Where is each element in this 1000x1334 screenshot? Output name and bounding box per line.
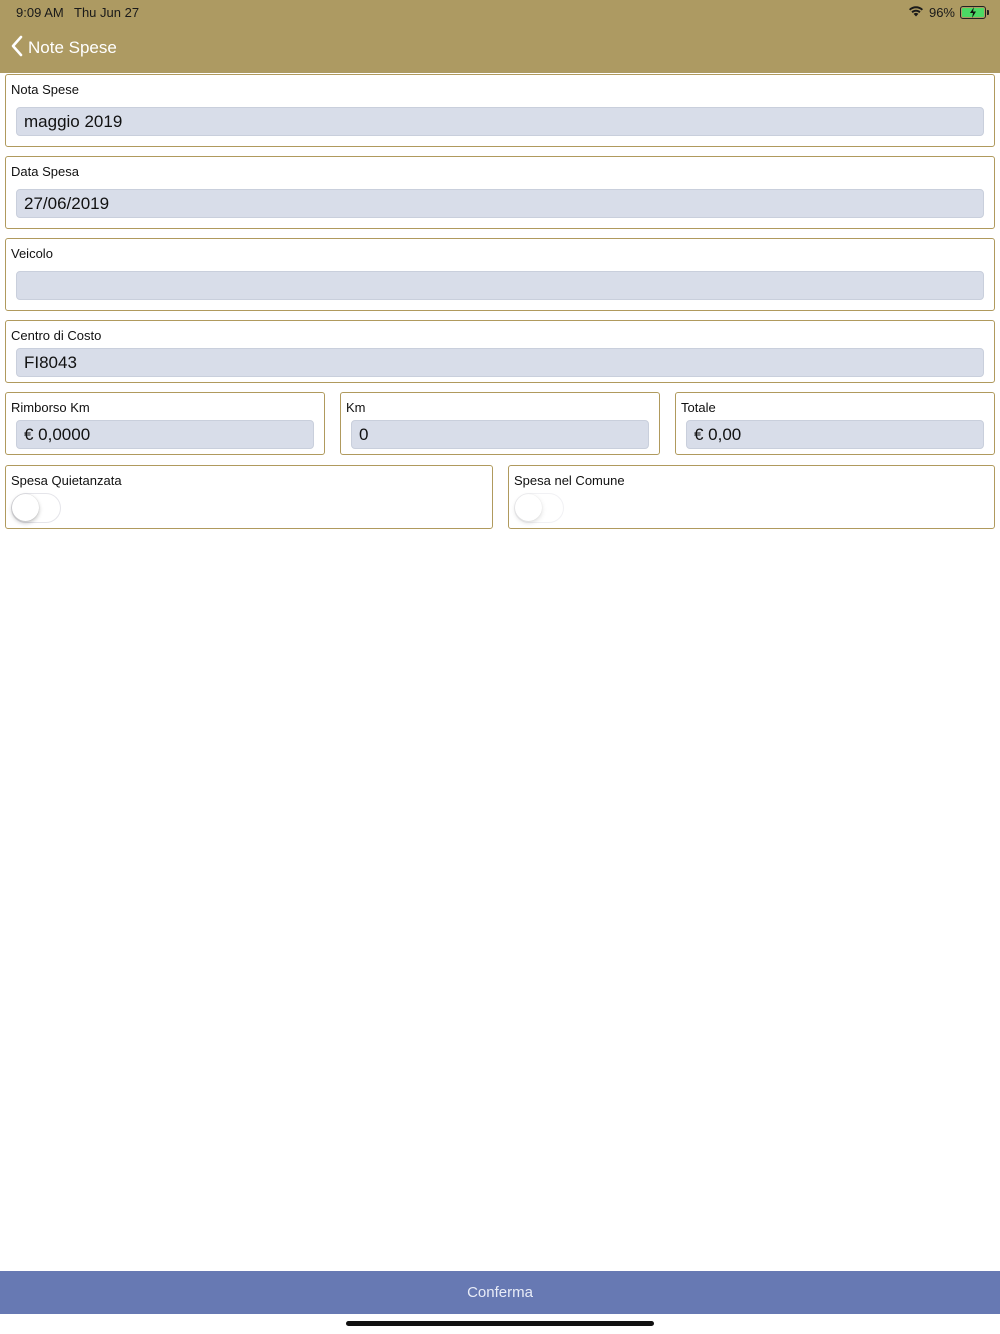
data-spesa-input[interactable] xyxy=(16,189,984,218)
rimborso-km-card xyxy=(5,392,325,455)
km-label: Km xyxy=(346,400,366,415)
spesa-nel-comune-toggle[interactable] xyxy=(514,493,564,523)
totale-card xyxy=(675,392,995,455)
centro-di-costo-input[interactable] xyxy=(16,348,984,377)
back-button-label: Note Spese xyxy=(28,38,117,57)
centro-di-costo-label: Centro di Costo xyxy=(11,328,102,343)
km-input[interactable] xyxy=(351,420,649,449)
battery-charging-icon xyxy=(960,6,986,19)
veicolo-label: Veicolo xyxy=(11,246,53,261)
totale-input[interactable] xyxy=(686,420,984,449)
spesa-nel-comune-label: Spesa nel Comune xyxy=(514,473,625,488)
spesa-quietanzata-label: Spesa Quietanzata xyxy=(11,473,122,488)
veicolo-input[interactable] xyxy=(16,271,984,300)
nota-spese-input[interactable] xyxy=(16,107,984,136)
data-spesa-label: Data Spesa xyxy=(11,164,79,179)
veicolo-card xyxy=(5,238,995,311)
spesa-quietanzata-toggle[interactable] xyxy=(11,493,61,523)
nota-spese-label: Nota Spese xyxy=(11,82,79,97)
centro-di-costo-card xyxy=(5,320,995,383)
rimborso-km-label: Rimborso Km xyxy=(11,400,90,415)
chevron-left-icon xyxy=(10,35,24,62)
battery-percent: 96% xyxy=(928,4,955,20)
km-card xyxy=(340,392,660,455)
wifi-icon xyxy=(908,5,924,20)
status-time: 9:09 AM xyxy=(16,5,64,20)
navigation-bar xyxy=(0,0,1000,73)
spesa-nel-comune-card xyxy=(508,465,995,529)
back-button[interactable] xyxy=(10,36,117,60)
toggle-knob xyxy=(12,494,39,521)
status-date: Thu Jun 27 xyxy=(74,5,140,20)
home-indicator xyxy=(346,1321,654,1326)
totale-label: Totale xyxy=(681,400,716,415)
nota-spese-card xyxy=(5,74,995,147)
status-indicators xyxy=(908,4,986,20)
rimborso-km-input[interactable] xyxy=(16,420,314,449)
conferma-button[interactable]: Conferma xyxy=(0,1271,1000,1314)
data-spesa-card xyxy=(5,156,995,229)
toggle-knob xyxy=(515,494,542,521)
spesa-quietanzata-card xyxy=(5,465,493,529)
